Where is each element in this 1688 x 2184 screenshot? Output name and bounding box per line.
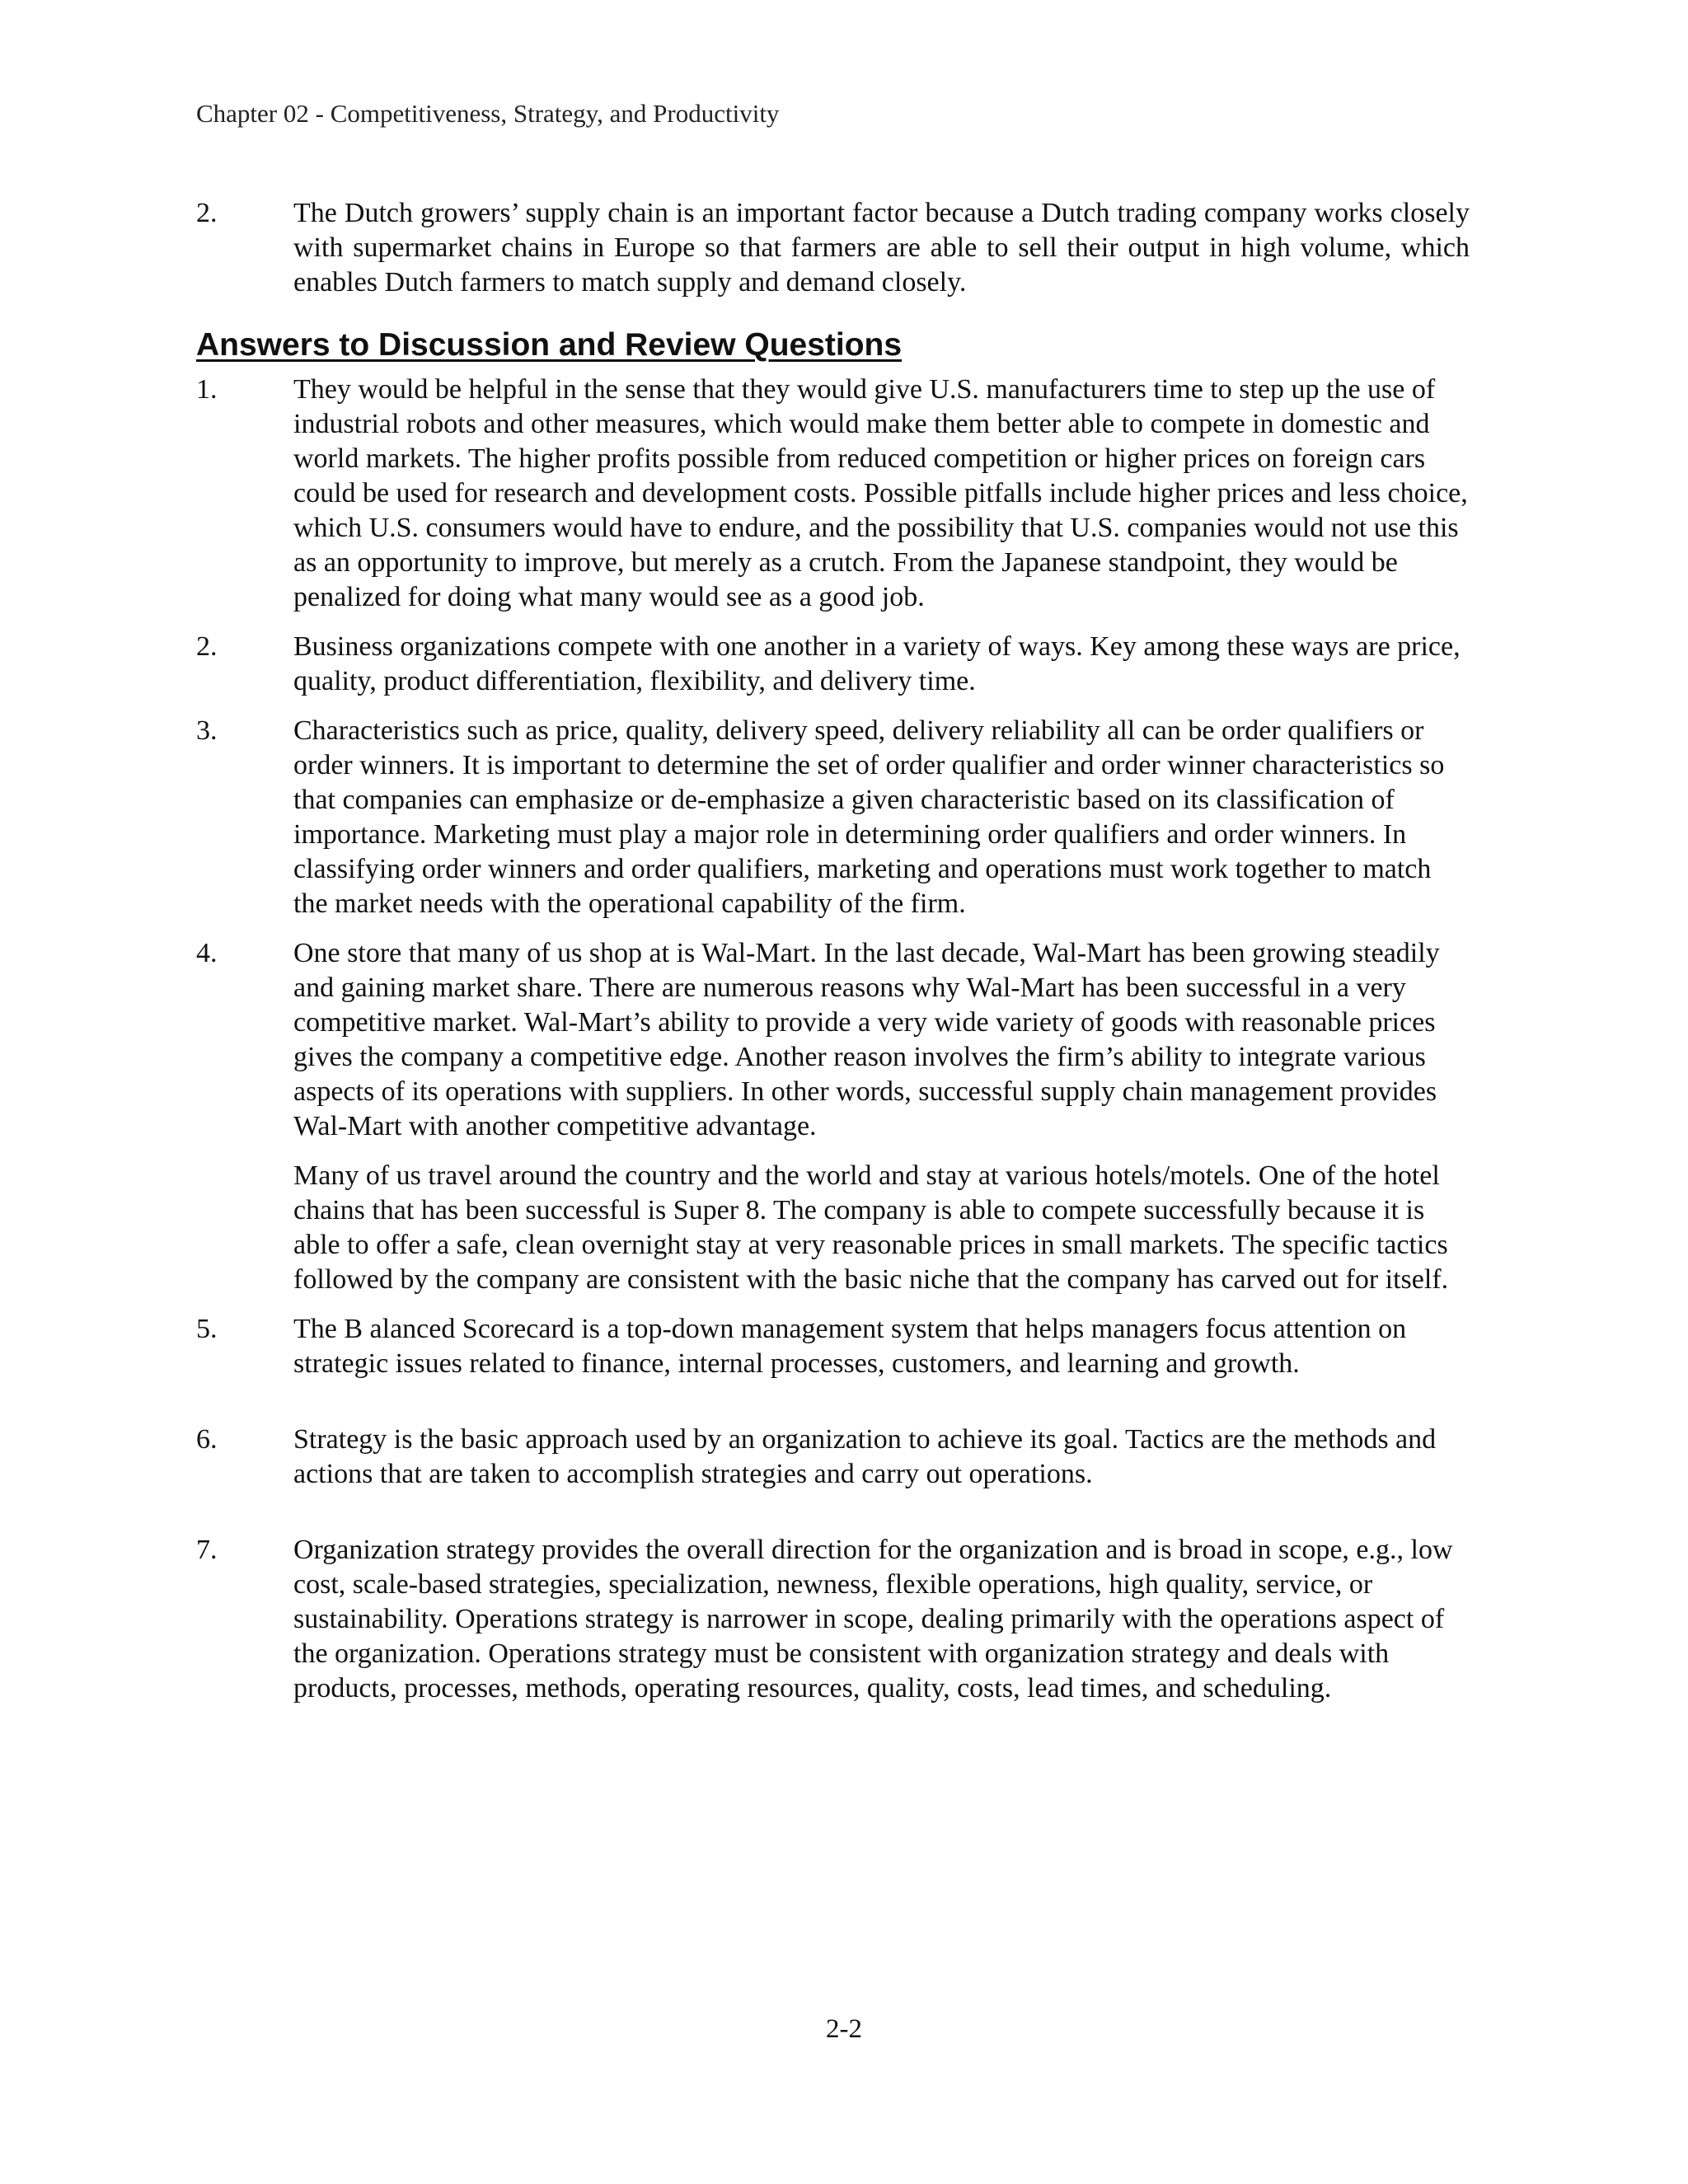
answer-number: 2. bbox=[196, 631, 218, 662]
answer-number: 5. bbox=[196, 1314, 218, 1344]
answer-paragraph: Strategy is the basic approach used by an organization to achieve its goal. Tactics are the methods and actions that are taken to accomplish strategies and carry out operations. bbox=[293, 1424, 1437, 1489]
answer-item-1 bbox=[196, 373, 1470, 615]
section-heading: Answers to Discussion and Review Questions bbox=[196, 327, 903, 363]
answer-number: 1. bbox=[196, 374, 218, 405]
answer-paragraph: One store that many of us shop at is Wal-Mart. In the last decade, Wal-Mart has been growing steadily and gaining market share. There are numerous reasons why Wal-Mart has been successful in a very competitive market. Wal-Mart’s ability to provide a very wide variety of goods with reasonable prices gives the company a competitive edge. Another reason involves the firm’s ability to integrate various aspects of its operations with suppliers. In other words, successful supply chain management provides Wal-Mart with another competitive advantage. bbox=[293, 938, 1440, 1141]
answer-paragraph: Organization strategy provides the overall direction for the organization and is broad in scope, e.g., low cost, scale-based strategies, specialization, newness, flexible operations, high quality, service, or sustainability. Operations strategy is narrower in scope, dealing primarily with the operations aspect of the organization. Operations strategy must be consistent with organization strategy and deals with products, processes, methods, operating resources, quality, costs, lead times, and scheduling. bbox=[293, 1535, 1453, 1704]
answer-item-3 bbox=[196, 714, 1470, 921]
answer-number: 7. bbox=[196, 1535, 218, 1565]
answers-list bbox=[196, 373, 1470, 1706]
answer-item-6 bbox=[196, 1422, 1470, 1492]
answer-number: 4. bbox=[196, 938, 218, 968]
intro-item-number: 2. bbox=[196, 198, 218, 228]
answer-number: 3. bbox=[196, 715, 218, 746]
answer-item-4 bbox=[196, 936, 1470, 1297]
intro-item-text: The Dutch growers’ supply chain is an important factor because a Dutch trading company works closely with supermarket chains in Europe so that farmers are able to sell their output in high volume, which enables Dutch farmers to match supply and demand closely. bbox=[293, 198, 1470, 298]
answer-paragraph: The B alanced Scorecard is a top-down management system that helps managers focus attention on strategic issues related to finance, internal processes, customers, and learning and growth. bbox=[293, 1314, 1407, 1379]
answer-paragraph: They would be helpful in the sense that they would give U.S. manufacturers time to step up the use of industrial robots and other measures, which would make them better able to compete in domestic and world markets. The higher profits possible from reduced competition or higher prices on foreign cars could be used for research and development costs. Possible pitfalls include higher prices and less choice, which U.S. consumers would have to endure, and the possibility that U.S. companies would not use this as an opportunity to improve, but merely as a crutch. From the Japanese standpoint, they would be penalized for doing what many would see as a good job. bbox=[293, 374, 1468, 612]
answer-paragraph: Business organizations compete with one another in a variety of ways. Key among these ways are price, quality, product differentiation, flexibility, and delivery time. bbox=[293, 631, 1461, 696]
answer-item-2 bbox=[196, 630, 1470, 699]
answer-number: 6. bbox=[196, 1424, 218, 1455]
answer-item-7 bbox=[196, 1533, 1470, 1706]
answer-item-5 bbox=[196, 1312, 1470, 1381]
chapter-header: Chapter 02 - Competitiveness, Strategy, and Productivity bbox=[196, 99, 780, 128]
intro-list-item bbox=[196, 196, 1470, 300]
page-content bbox=[196, 196, 1470, 1721]
page-number: 2-2 bbox=[826, 2014, 862, 2044]
answer-paragraph: Characteristics such as price, quality, delivery speed, delivery reliability all can be order qualifiers or order winners. It is important to determine the set of order qualifier and order winner characteristics so that companies can emphasize or de-emphasize a given characteristic based on its classification of importance. Marketing must play a major role in determining order qualifiers and order winners. In classifying order winners and order qualifiers, marketing and operations must work together to match the market needs with the operational capability of the firm. bbox=[293, 715, 1445, 919]
answer-paragraph: Many of us travel around the country and the world and stay at various hotels/motels. One of the hotel chains that has been successful is Super 8. The company is able to compete successfully because it is able to offer a safe, clean overnight stay at very reasonable prices in small markets. The specific tactics followed by the company are consistent with the basic niche that the company has carved out for itself. bbox=[293, 1160, 1449, 1295]
